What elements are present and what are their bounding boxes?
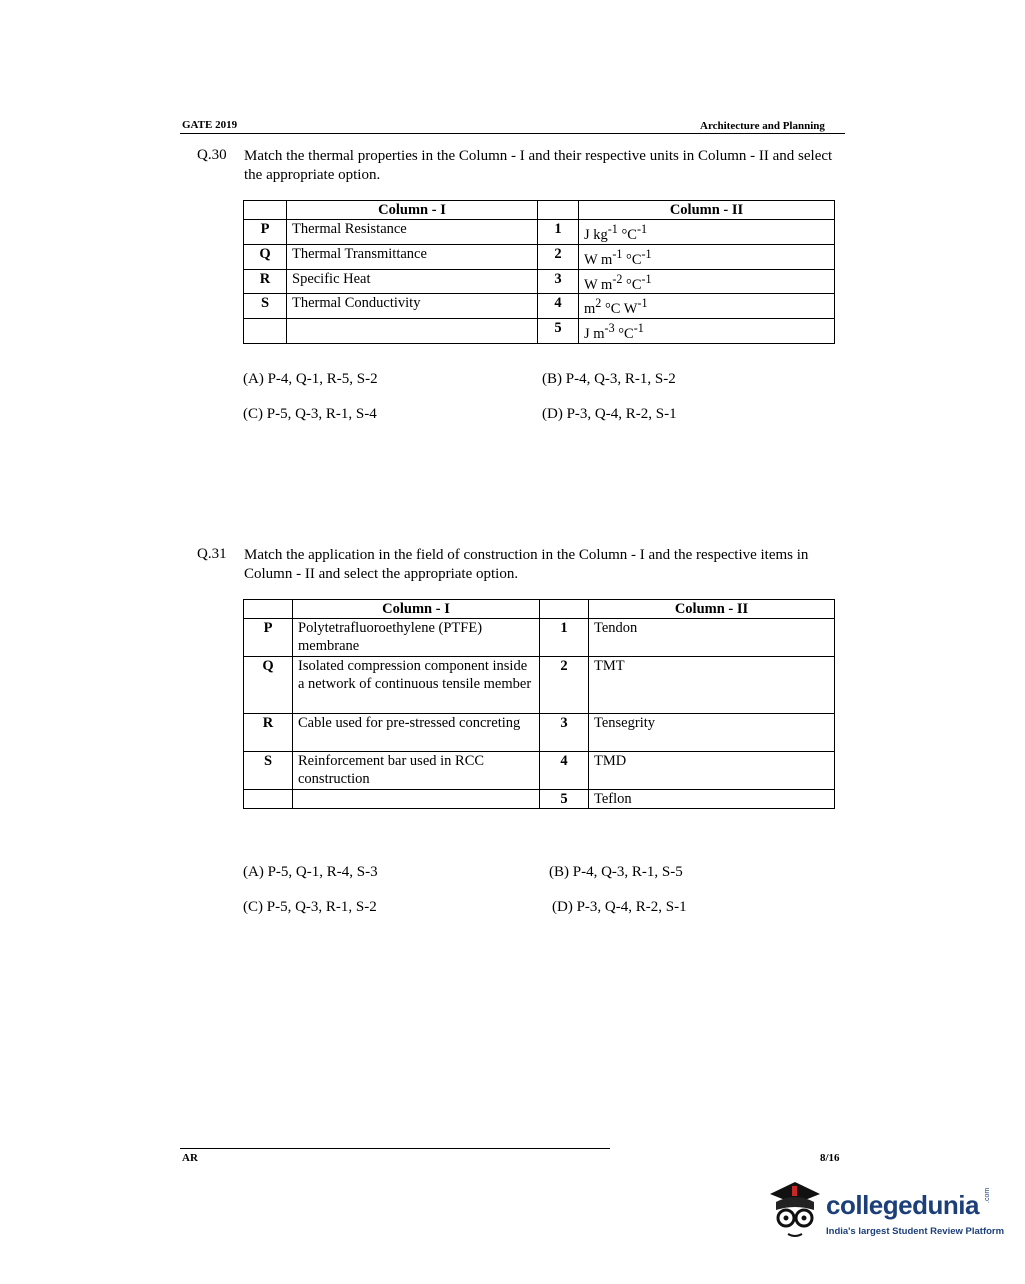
footer-code: AR — [182, 1152, 198, 1164]
table-row — [244, 294, 835, 319]
table-cell — [540, 600, 589, 619]
table-cell — [244, 319, 287, 344]
q30-text: Match the thermal properties in the Column - I and their respective units in Column - II and select the appropriate option. — [244, 148, 833, 183]
q31-item-key: 5 — [540, 790, 589, 809]
q30-option-c: (C) P-5, Q-3, R-1, S-4 — [243, 406, 377, 422]
q31-option-a: (A) P-5, Q-1, R-4, S-3 — [243, 864, 378, 880]
q31-application: Reinforcement bar used in RCC construction — [293, 752, 540, 790]
q30-property: Thermal Resistance — [287, 220, 538, 245]
q30-unit: W $m^{-2}$ $^\circ C^{-1}$ — [579, 269, 835, 294]
q30-unit: J $kg^{-1}$ $^\circ C^{-1}$ — [579, 220, 835, 245]
q30-key: Q — [244, 244, 287, 269]
q31-item-key: 4 — [540, 752, 589, 790]
q31-key: P — [244, 619, 293, 657]
table-row — [244, 201, 835, 220]
header-subject: Architecture and Planning — [700, 120, 825, 132]
q31-item: TMD — [589, 752, 835, 790]
q30-unit-key: 4 — [538, 294, 579, 319]
q31-application — [293, 790, 540, 809]
q31-option-b: (B) P-4, Q-3, R-1, S-5 — [549, 864, 683, 880]
table-row — [244, 619, 835, 657]
table-cell — [244, 201, 287, 220]
table-row — [244, 269, 835, 294]
q31-item-key: 1 — [540, 619, 589, 657]
q31-key: S — [244, 752, 293, 790]
q30-key: R — [244, 269, 287, 294]
table-row — [244, 600, 835, 619]
page-number: 8/16 — [820, 1152, 840, 1164]
q31-col2-header: Column - II — [589, 600, 835, 619]
table-row — [244, 319, 835, 344]
q31-key — [244, 790, 293, 809]
q31-number: Q.31 — [197, 546, 227, 562]
q31-application: Isolated compression component inside a network of continuous tensile member — [293, 657, 540, 714]
q31-application: Cable used for pre-stressed concreting — [293, 714, 540, 752]
collegedunia-logo: collegedunia — [826, 1190, 979, 1220]
q30-unit-key: 3 — [538, 269, 579, 294]
table-row — [244, 752, 835, 790]
table-cell — [538, 201, 579, 220]
header-rule — [180, 133, 845, 134]
q30-property: Thermal Transmittance — [287, 244, 538, 269]
table-cell — [244, 600, 293, 619]
q31-item: Teflon — [589, 790, 835, 809]
q30-property: Thermal Conductivity — [287, 294, 538, 319]
q30-number: Q.30 — [197, 147, 227, 163]
q31-application: Polytetrafluoroethylene (PTFE) membrane — [293, 619, 540, 657]
q31-key: Q — [244, 657, 293, 714]
q30-property: Specific Heat — [287, 269, 538, 294]
q30-option-d: (D) P-3, Q-4, R-2, S-1 — [542, 406, 677, 422]
q31-item: Tensegrity — [589, 714, 835, 752]
q30-option-b: (B) P-4, Q-3, R-1, S-2 — [542, 371, 676, 387]
collegedunia-mascot-icon — [766, 1180, 824, 1242]
q30-unit-key: 1 — [538, 220, 579, 245]
table-row — [244, 790, 835, 809]
q30-unit: $m^2$ °C $W^{-1}$ — [579, 294, 835, 319]
table-row — [244, 657, 835, 714]
q31-option-c: (C) P-5, Q-3, R-1, S-2 — [243, 899, 377, 915]
table-row — [244, 714, 835, 752]
q30-table — [243, 200, 835, 344]
q31-item-key: 3 — [540, 714, 589, 752]
logo-suffix: .com — [984, 1187, 991, 1203]
q31-key: R — [244, 714, 293, 752]
q30-option-a: (A) P-4, Q-1, R-5, S-2 — [243, 371, 378, 387]
table-cell — [287, 319, 538, 344]
footer-rule — [180, 1148, 610, 1149]
q30-key: P — [244, 220, 287, 245]
q31-item: Tendon — [589, 619, 835, 657]
q30-col2-header: Column - II — [579, 201, 835, 220]
q30-unit: W $m^{-1}$ $^\circ C^{-1}$ — [579, 244, 835, 269]
q30-unit-key: 2 — [538, 244, 579, 269]
q31-item-key: 2 — [540, 657, 589, 714]
logo-tagline: India's largest Student Review Platform — [826, 1226, 1005, 1237]
q31-item: TMT — [589, 657, 835, 714]
q30-col1-header: Column - I — [287, 201, 538, 220]
header-exam: GATE 2019 — [182, 119, 238, 131]
table-row — [244, 220, 835, 245]
table-row — [244, 244, 835, 269]
q30-unit: J $m^{-3}$ $^\circ C^{-1}$ — [579, 319, 835, 344]
q31-text: Match the application in the field of construction in the Column - I and the respective items in Column - II and select the appropriate option. — [244, 547, 809, 582]
q31-option-d: (D) P-3, Q-4, R-2, S-1 — [552, 899, 687, 915]
q31-col1-header: Column - I — [293, 600, 540, 619]
q30-key: S — [244, 294, 287, 319]
q30-unit-key: 5 — [538, 319, 579, 344]
q31-table — [243, 599, 835, 809]
